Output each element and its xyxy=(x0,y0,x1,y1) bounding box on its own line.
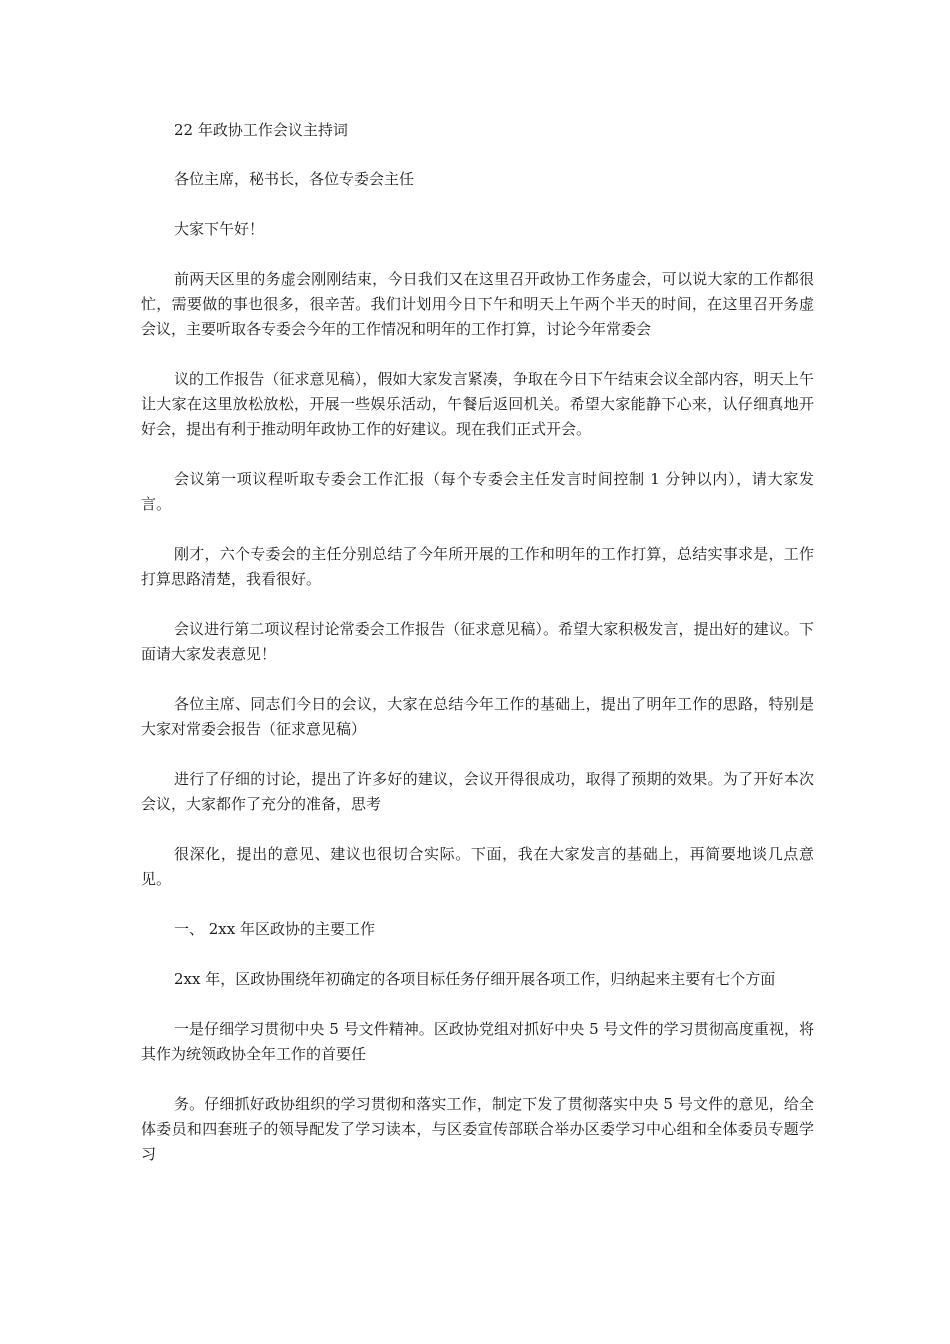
document-title: 22 年政协工作会议主持词 xyxy=(174,121,348,139)
body-paragraph: 进行了仔细的讨论，提出了许多好的建议，会议开得很成功，取得了预期的效果。为了开好本次会议，大家都作了充分的准备，思考 xyxy=(141,770,814,813)
body-paragraph: 会议第一项议程听取专委会工作汇报（每个专委会主任发言时间控制 1 分钟以内），请大家发言。 xyxy=(141,470,814,513)
body-paragraph: 务。仔细抓好政协组织的学习贯彻和落实工作，制定下发了贯彻落实中央 5 号文件的意见，给全体委员和四套班子的领导配发了学习读本，与区委宣传部联合举办区委学习中心组和全体委员专题学习 xyxy=(141,1095,814,1163)
body-paragraph: 刚才，六个专委会的主任分别总结了今年所开展的工作和明年的工作打算，总结实事求是，工作打算思路清楚，我看很好。 xyxy=(141,545,814,588)
body-paragraph: 会议进行第二项议程讨论常委会工作报告（征求意见稿）。希望大家积极发言，提出好的建议。下面请大家发表意见！ xyxy=(141,620,814,663)
section-heading: 一、 2xx 年区政协的主要工作 xyxy=(174,920,375,938)
greeting: 大家下午好！ xyxy=(174,220,265,238)
body-paragraph: 各位主席、同志们今日的会议，大家在总结今年工作的基础上，提出了明年工作的思路，特别是大家对常委会报告（征求意见稿） xyxy=(141,695,814,738)
body-paragraph: 很深化，提出的意见、建议也很切合实际。下面，我在大家发言的基础上，再简要地谈几点意见。 xyxy=(141,845,814,888)
body-paragraph: 前两天区里的务虚会刚刚结束，今日我们又在这里召开政协工作务虚会，可以说大家的工作都很忙，需要做的事也很多，很辛苦。我们计划用今日下午和明天上午两个半天的时间，在这里召开务虚会议，主要听取各专委会今年的工作情况和明年的工作打算，讨论今年常委会 xyxy=(141,270,814,338)
salutation: 各位主席，秘书长，各位专委会主任 xyxy=(174,170,415,188)
body-paragraph: 2xx 年，区政协围绕年初确定的各项目标任务仔细开展各项工作，归纳起来主要有七个方面 xyxy=(174,970,776,988)
body-paragraph: 议的工作报告（征求意见稿），假如大家发言紧凑，争取在今日下午结束会议全部内容，明天上午让大家在这里放松放松，开展一些娱乐活动，午餐后返回机关。希望大家能静下心来，认仔细真地开好会，提出有利于推动明年政协工作的好建议。现在我们正式开会。 xyxy=(141,370,814,438)
document-page xyxy=(141,118,814,1192)
body-paragraph: 一是仔细学习贯彻中央 5 号文件精神。区政协党组对抓好中央 5 号文件的学习贯彻高度重视，将其作为统领政协全年工作的首要任 xyxy=(141,1020,814,1063)
